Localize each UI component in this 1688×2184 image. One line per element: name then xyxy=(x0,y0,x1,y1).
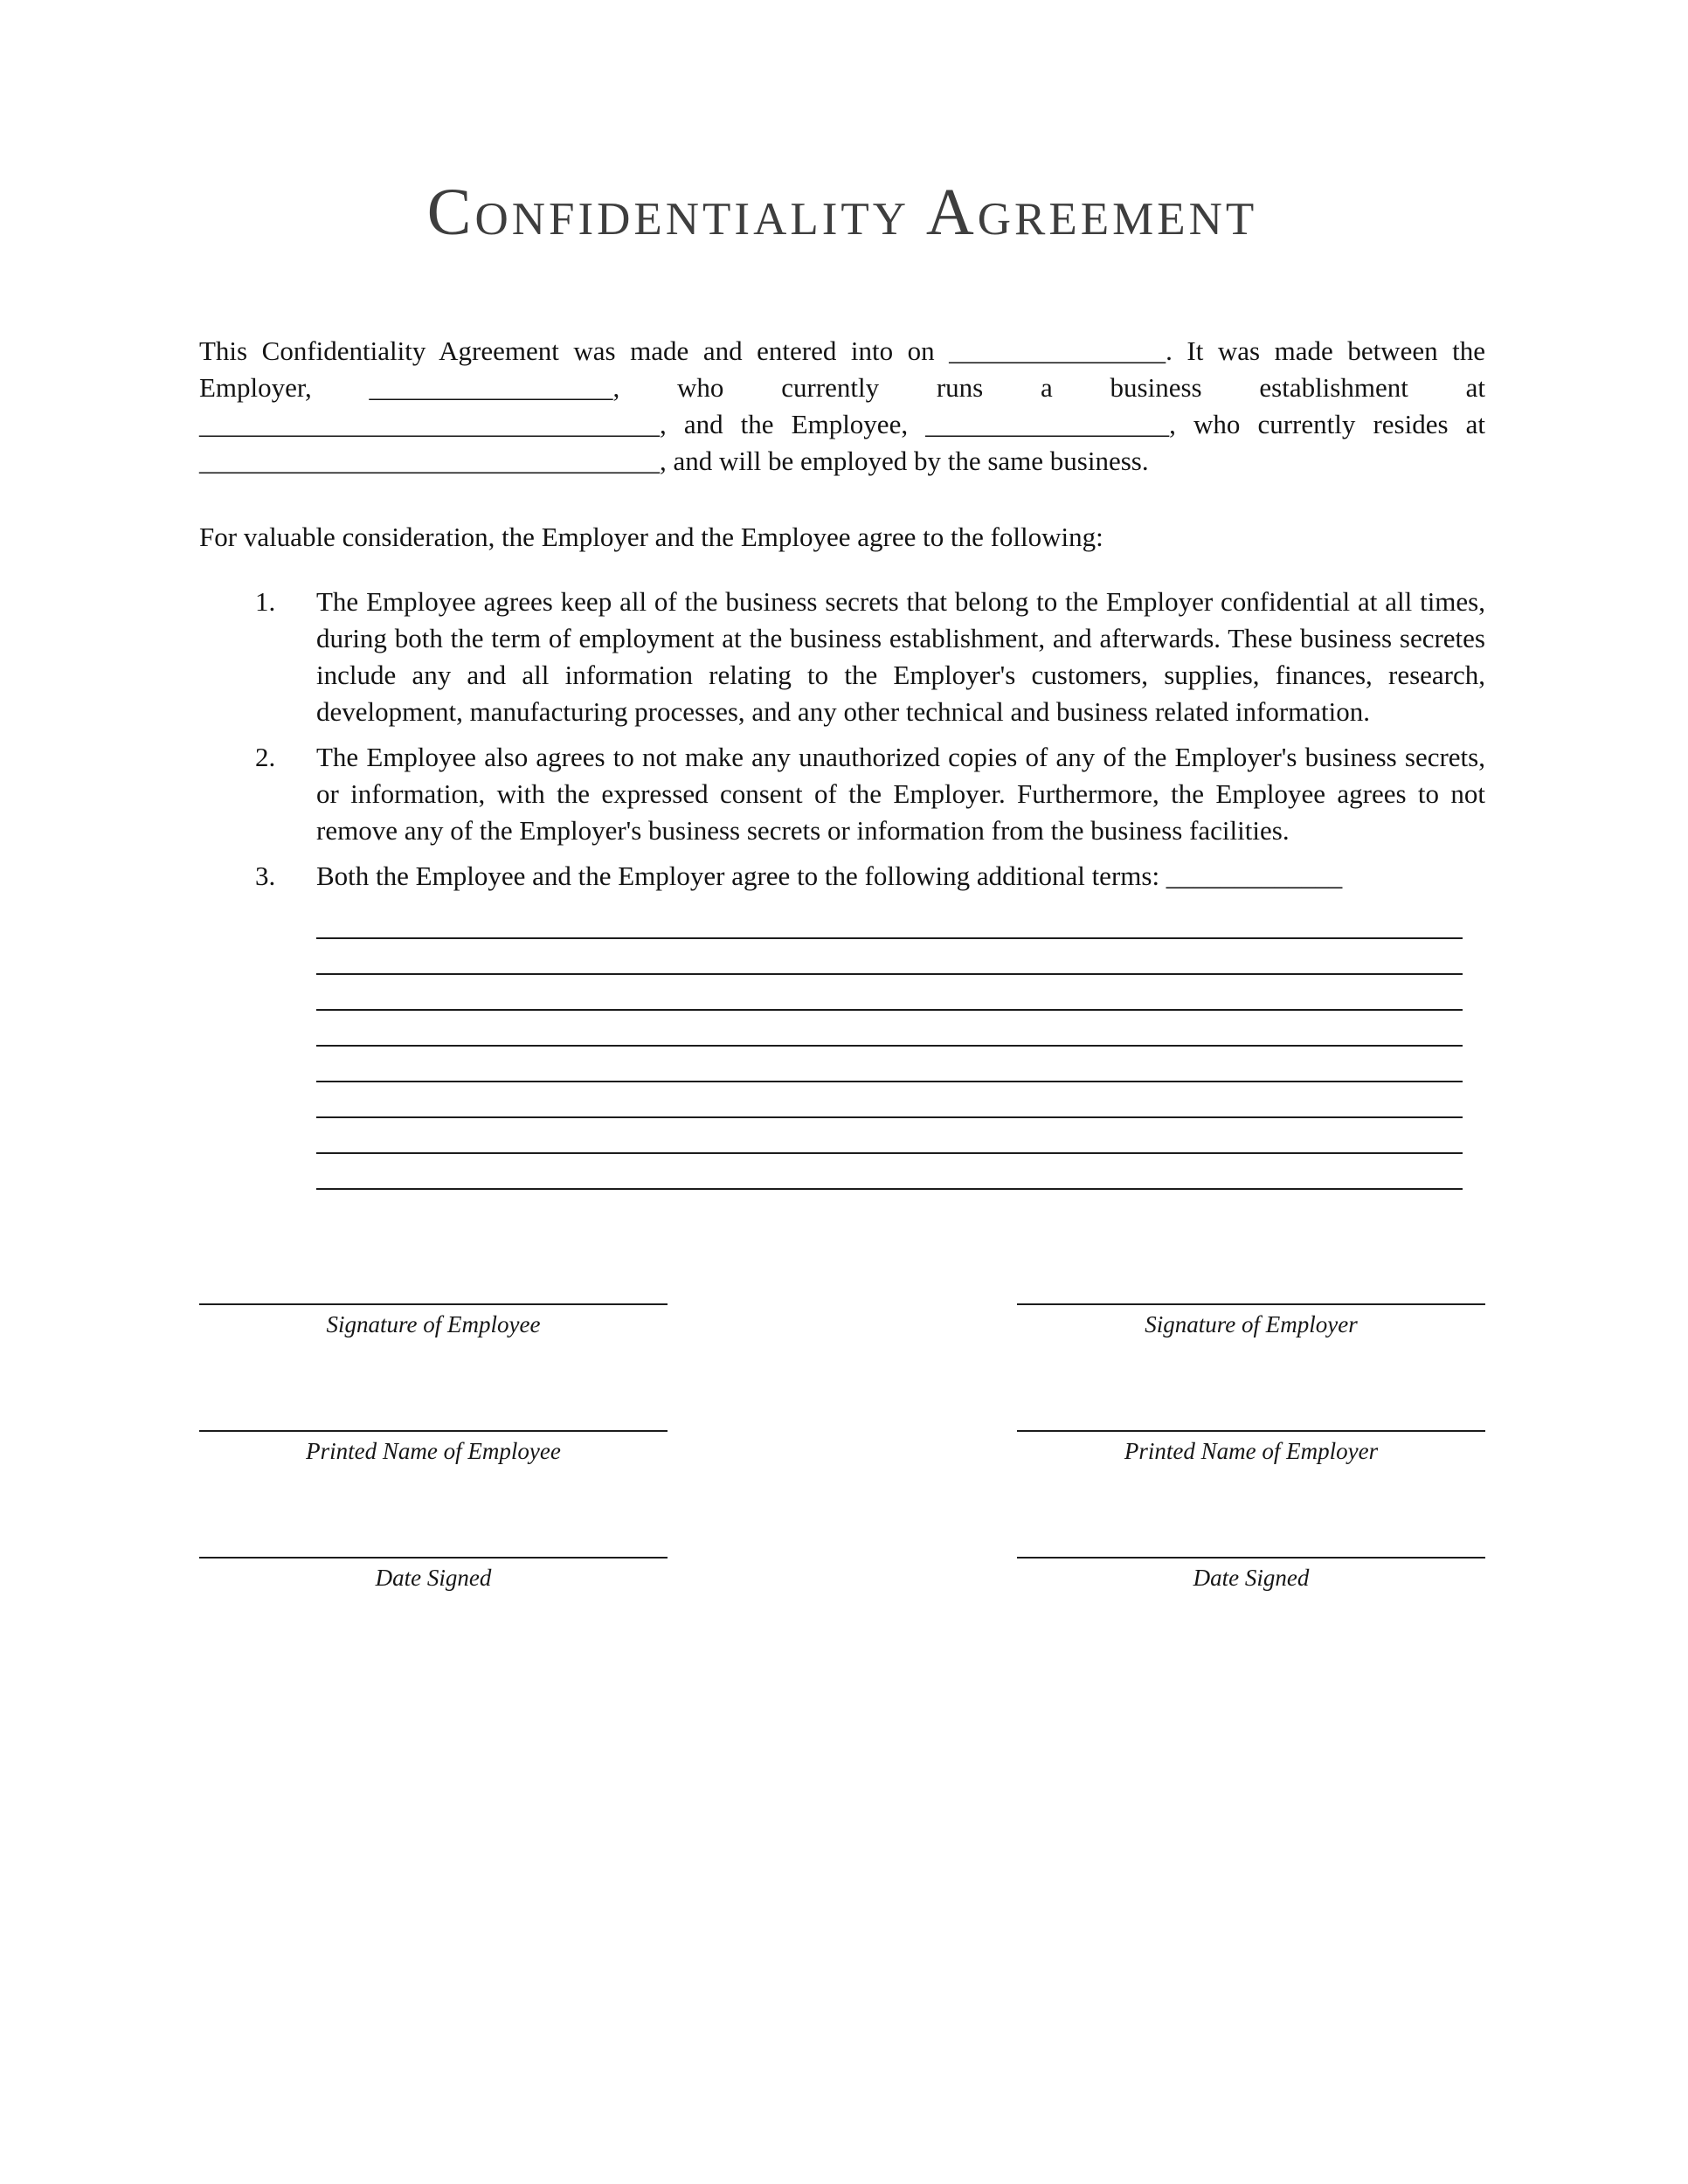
blank-line xyxy=(316,1047,1463,1082)
employer-date-signed-line xyxy=(1017,1557,1485,1559)
employee-date-signed-label: Date Signed xyxy=(375,1564,492,1591)
blank-line xyxy=(316,903,1463,939)
employee-signature-line xyxy=(199,1303,668,1305)
term-text: Both the Employee and the Employer agree to the following additional terms: _____________ xyxy=(316,860,1343,891)
blank-line xyxy=(316,1082,1463,1118)
blank-line xyxy=(316,939,1463,975)
employer-printed-name-line xyxy=(1017,1430,1485,1432)
employee-date-signed-line xyxy=(199,1557,668,1559)
employer-signature-line xyxy=(1017,1303,1485,1305)
employee-printed-name-line xyxy=(199,1430,668,1432)
terms-list xyxy=(199,584,1485,1190)
employer-date-signed-field xyxy=(1017,1557,1485,1593)
employee-signature-label: Signature of Employee xyxy=(326,1311,541,1337)
term-item-3 xyxy=(199,858,1485,895)
term-text: The Employee also agrees to not make any unauthorized copies of any of the Employer's business secrets, or information, with the expressed consent of the Employer. Furthermore, the Employee agrees to not remove any of the Employer's business secrets or information from the business facilities. xyxy=(316,742,1485,846)
additional-terms-lines xyxy=(316,903,1463,1190)
employee-printed-name-field xyxy=(199,1430,668,1467)
employee-date-signed-field xyxy=(199,1557,668,1593)
blank-line xyxy=(316,1118,1463,1154)
employer-printed-name-field xyxy=(1017,1430,1485,1467)
employer-signature-field xyxy=(1017,1303,1485,1340)
term-item-2 xyxy=(199,739,1485,849)
term-number: 2. xyxy=(255,742,276,772)
blank-line xyxy=(316,1154,1463,1190)
blank-line xyxy=(316,975,1463,1011)
employer-signature-label: Signature of Employer xyxy=(1145,1311,1358,1337)
signature-block xyxy=(199,1303,1485,1593)
employee-printed-name-label: Printed Name of Employee xyxy=(306,1437,561,1464)
employer-date-signed-label: Date Signed xyxy=(1193,1564,1310,1591)
document-title: Confidentiality Agreement xyxy=(426,176,1258,249)
blank-line xyxy=(316,1011,1463,1047)
employer-printed-name-label: Printed Name of Employer xyxy=(1124,1437,1379,1464)
employee-signature-field xyxy=(199,1303,668,1340)
term-item-1 xyxy=(199,584,1485,730)
intro-paragraph: This Confidentiality Agreement was made and entered into on ________________. It was made between the Employer, __________________, who currently runs a business establishment at __________________________________, and the Employee, __________________, who currently resides at __________________________________, and will be employed by the same business. xyxy=(199,335,1485,476)
term-number: 3. xyxy=(255,860,276,891)
term-text: The Employee agrees keep all of the business secrets that belong to the Employer confidential at all times, during both the term of employment at the business establishment, and afterwards. These business secretes include any and all information relating to the Employer's customers, supplies, finances, research, development, manufacturing processes, and any other technical and business related information. xyxy=(316,586,1485,727)
term-number: 1. xyxy=(255,586,276,617)
consideration-line: For valuable consideration, the Employer and the Employee agree to the following: xyxy=(199,522,1103,552)
